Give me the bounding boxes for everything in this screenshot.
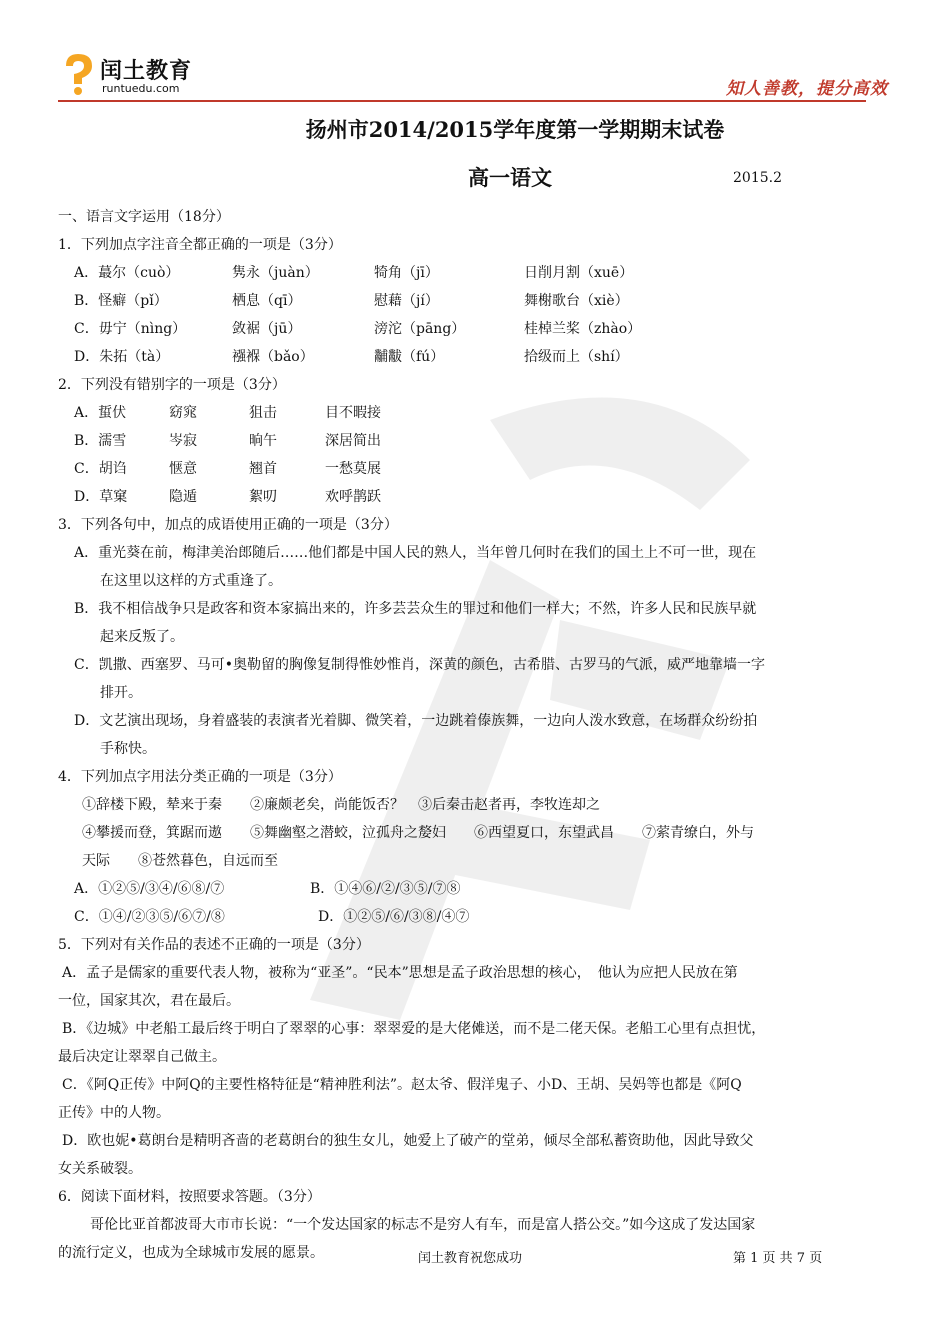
option-cell: D．朱拓（tà） bbox=[74, 349, 170, 365]
option-cell: 絮叨 bbox=[249, 489, 277, 505]
question-1-option-row bbox=[58, 287, 898, 315]
question-6-stem: 6．阅读下面材料，按照要求答题。（3分） bbox=[58, 1189, 321, 1205]
option-cell: 惬意 bbox=[169, 461, 197, 477]
question-2-option-row bbox=[58, 455, 898, 483]
footer-text: 闰土教育祝您成功 bbox=[418, 1251, 523, 1266]
option-cell: 栖息（qī） bbox=[232, 293, 302, 309]
question-3-stem: 3．下列各句中，加点的成语使用正确的一项是（3分） bbox=[58, 517, 398, 533]
logo-url: runtuedu.com bbox=[102, 82, 180, 95]
question-5-option: B．《边城》中老船工最后终于明白了翠翠的心事：翠翠爱的是大佬傩送，而不是二佬天保。老船工心里有点担忧， bbox=[62, 1021, 766, 1037]
logo-text: 闰土教育 bbox=[100, 59, 193, 84]
exam-content bbox=[58, 203, 898, 1267]
question-1-option-row bbox=[58, 259, 898, 287]
question-2-option-row bbox=[58, 483, 898, 511]
question-1-option-row bbox=[58, 343, 898, 371]
page-number: 第 1 页 共 7 页 bbox=[733, 1251, 823, 1266]
question-3-option: D．文艺演出现场，身着盛装的表演者光着脚、微笑着，一边跳着傣族舞，一边向人泼水致意，在场群众纷纷拍 bbox=[74, 713, 758, 729]
question-3-option-cont: 手称快。 bbox=[100, 741, 156, 757]
option-cell: 慰藉（jí） bbox=[374, 293, 439, 309]
option-cell: 犄角（jī） bbox=[374, 265, 439, 281]
question-4-option-row bbox=[58, 875, 898, 903]
option-cell: 敛裾（jū） bbox=[232, 321, 302, 337]
option-cell: 翘首 bbox=[249, 461, 277, 477]
logo-question-icon bbox=[58, 52, 98, 96]
question-4-item-line: ①辞楼下殿，辇来于秦 ②廉颇老矣，尚能饭否？ ③后秦击赵者再，李牧连却之 bbox=[82, 797, 600, 813]
option-cell: 桂棹兰桨（zhào） bbox=[524, 321, 642, 337]
slogan: 知人善教，提分高效 bbox=[726, 79, 888, 99]
option-cell: 黼黻（fú） bbox=[374, 349, 445, 365]
question-5-stem: 5．下列对有关作品的表述不正确的一项是（3分） bbox=[58, 937, 370, 953]
question-4-item-line: ④攀援而登，箕踞而遨 ⑤舞幽壑之潜蛟，泣孤舟之嫠妇 ⑥西望夏口，东望武昌 ⑦萦青缭白，外与 bbox=[82, 825, 754, 841]
option-cell: 一愁莫展 bbox=[325, 461, 381, 477]
question-3-option-cont: 起来反叛了。 bbox=[100, 629, 184, 645]
exam-date: 2015.2 bbox=[733, 170, 782, 186]
option-cell: 岑寂 bbox=[169, 433, 197, 449]
question-3-option-cont: 在这里以这样的方式重逢了。 bbox=[100, 573, 282, 589]
header-divider bbox=[58, 100, 866, 102]
question-3-option: A．重光葵在前，梅津美治郎随后……他们都是中国人民的熟人，当年曾几何时在我们的国土上不可一世，现在 bbox=[74, 545, 757, 561]
option-cell: D．草窠 bbox=[74, 489, 128, 505]
option-cell: D．①②⑤/⑥/③⑧/④⑦ bbox=[318, 909, 470, 925]
option-cell: 目不暇接 bbox=[325, 405, 381, 421]
question-5-option: D．欧也妮•葛朗台是精明吝啬的老葛朗台的独生女儿，她爱上了破产的堂弟，倾尽全部私蓄资助他，因此导致父 bbox=[62, 1133, 754, 1149]
option-cell: B．怪癖（pǐ） bbox=[74, 293, 168, 309]
exam-subtitle: 高一语文 bbox=[468, 165, 552, 190]
option-cell: 隽永（juàn） bbox=[232, 265, 319, 281]
option-cell: 欢呼鹊跃 bbox=[325, 489, 381, 505]
option-cell: 隐遁 bbox=[169, 489, 197, 505]
option-cell: A．蕞尔（cuò） bbox=[74, 265, 180, 281]
question-3-option: B．我不相信战争只是政客和资本家搞出来的，许多芸芸众生的罪过和他们一样大；不然，许多人民和民族早就 bbox=[74, 601, 757, 617]
option-cell: A．蜇伏 bbox=[74, 405, 127, 421]
option-cell: 深居简出 bbox=[325, 433, 381, 449]
question-5-option-cont: 女关系破裂。 bbox=[58, 1161, 142, 1177]
question-5-option-cont: 一位，国家其次，君在最后。 bbox=[58, 993, 240, 1009]
question-2-stem: 2．下列没有错别字的一项是（3分） bbox=[58, 377, 286, 393]
option-cell: 窈窕 bbox=[169, 405, 197, 421]
question-6-paragraph-cont: 的流行定义，也成为全球城市发展的愿景。 bbox=[58, 1245, 324, 1261]
option-cell: B．①④⑥/②/③⑤/⑦⑧ bbox=[310, 881, 461, 897]
option-cell: C．毋宁（nìng） bbox=[74, 321, 187, 337]
question-4-item-line: 天际 ⑧苍然暮色，自远而至 bbox=[82, 853, 278, 869]
option-cell: 狙击 bbox=[249, 405, 277, 421]
option-cell: 拾级而上（shí） bbox=[524, 349, 629, 365]
question-4-stem: 4．下列加点字用法分类正确的一项是（3分） bbox=[58, 769, 342, 785]
question-1-option-row bbox=[58, 315, 898, 343]
option-cell: 襁褓（bǎo） bbox=[232, 349, 314, 365]
question-5-option: C．《阿Q正传》中阿Q的主要性格特征是“精神胜利法”。赵太爷、假洋鬼子、小D、王胡、吴妈等也都是《阿Q bbox=[62, 1077, 742, 1093]
question-3-option-cont: 排开。 bbox=[100, 685, 142, 701]
option-cell: C．胡诌 bbox=[74, 461, 127, 477]
question-5-option-cont: 正传》中的人物。 bbox=[58, 1105, 170, 1121]
option-cell: B．濡雪 bbox=[74, 433, 127, 449]
option-cell: C．①④/②③⑤/⑥⑦/⑧ bbox=[74, 909, 225, 925]
page-header bbox=[58, 48, 888, 100]
question-4-option-row bbox=[58, 903, 898, 931]
section-heading: 一、语言文字运用（18分） bbox=[58, 209, 230, 225]
option-cell: A．①②⑤/③④/⑥⑧/⑦ bbox=[74, 881, 225, 897]
option-cell: 滂沱（pāng） bbox=[374, 321, 466, 337]
question-2-option-row bbox=[58, 427, 898, 455]
option-cell: 日削月割（xuē） bbox=[524, 265, 634, 281]
question-3-option: C．凯撒、西塞罗、马可•奥勒留的胸像复制得惟妙惟肖，深黄的颜色，古希腊、古罗马的气派，威严地靠墙一字 bbox=[74, 657, 765, 673]
option-cell: 晌午 bbox=[249, 433, 277, 449]
option-cell: 舞榭歌台（xiè） bbox=[524, 293, 629, 309]
question-5-option: A．孟子是儒家的重要代表人物，被称为“亚圣”。“民本”思想是孟子政治思想的核心， 他认为应把人民放在第 bbox=[62, 965, 738, 981]
question-1-stem: 1．下列加点字注音全都正确的一项是（3分） bbox=[58, 237, 342, 253]
question-6-paragraph: 哥伦比亚首都波哥大市市长说：“一个发达国家的标志不是穷人有车，而是富人搭公交。”如今这成了发达国家 bbox=[90, 1217, 756, 1233]
exam-title: 扬州市2014/2015学年度第一学期期末试卷 bbox=[305, 117, 725, 142]
question-5-option-cont: 最后决定让翠翠自己做主。 bbox=[58, 1049, 226, 1065]
question-2-option-row bbox=[58, 399, 898, 427]
